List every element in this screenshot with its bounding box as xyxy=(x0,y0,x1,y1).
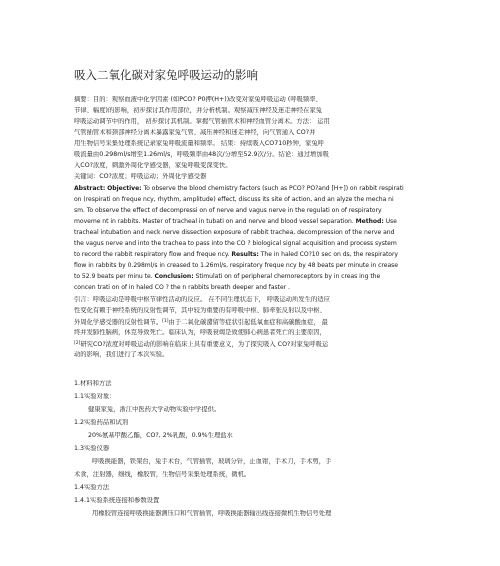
intro-text: 由于二氧化碳潴留等症状引起低氧血症和高碳酸血症， 最 xyxy=(168,319,328,326)
subsection-heading: 1.3实验仪器 xyxy=(74,445,110,452)
objective-label: Objective: xyxy=(107,185,142,192)
subsection-heading: 1.1实验对象： xyxy=(74,393,116,400)
document-title: 吸入二氧化碳对家兔呼吸运动的影响 xyxy=(74,68,258,82)
abstract-en-line: the vagus nerve and into the trachea to pass into the CO ? biological signal acquisition and process system xyxy=(74,240,397,247)
abstract-cn-line: 节律、幅度)的影响，初步探讨其作用部位，并分析机制。观察减压神经及迷走神经在家兔 xyxy=(74,107,323,114)
section-heading: 1.材料和方法 xyxy=(74,380,112,387)
subsection-heading: 1.2实验药品和试剂 xyxy=(74,419,129,426)
intro-line xyxy=(74,318,454,327)
objective-text: To observe the blood chemistry factors (such as PCO? PO?and [H+]) on rabbit respirati xyxy=(141,185,404,192)
conclusion-text: Stimulati on of peripheral chemoreceptors by in creas ing the xyxy=(193,273,381,280)
intro-line xyxy=(74,340,454,349)
methods-text: 健康家兔，浙江中医药大学动物实验中学提供。 xyxy=(88,406,221,413)
abstract-cn-line: 用生物信号采集处理系统记录家兔呼吸流量和频率。 结果：持续吸入CO710秒钟，家兔呼 xyxy=(74,140,325,147)
conclusion-label: Conclusion: xyxy=(154,273,194,280)
abstract-label: Abstract: xyxy=(74,185,106,192)
abstract-en-text: to 52.9 beats per minu te. xyxy=(74,273,155,280)
methods-text: 20%氨基甲酸乙酯，CO?, 2%乳酸，0.9%生理盐水 xyxy=(88,432,233,439)
methods-text: 呼吸换能器，铁架台，兔手术台，气管插管，玻璃分针，止血钳，手术刀，手术剪，手 xyxy=(92,458,332,465)
subsection-heading: 1.4.1实验系统连接和参数设置 xyxy=(74,497,160,504)
abstract-en-line xyxy=(74,185,454,193)
abstract-cn-line: 吸流量由0.298ml/s增至1.26ml/s，呼吸频率由48次/分增至52.9次/分。结论：通过增加吸 xyxy=(74,151,329,158)
subsection-heading: 1.4实验方法 xyxy=(74,484,110,491)
intro-line: 动的影响，我们进行了本次实验。 xyxy=(74,351,169,358)
abstract-en-line xyxy=(74,273,454,281)
abstract-en-line: on (respirati on freque ncy, rhythm, amplitude) effect, discuss its site of action, and an alyze the mecha ni xyxy=(74,196,394,203)
intro-line: 引言：呼吸运动是呼吸中枢节律性活动的反应。 在不同生理状态下， 呼吸运动所发生的适应 xyxy=(74,296,330,303)
abstract-cn-line: 入CO?浓度，刺激外周化学感受器，家兔呼吸变深变快。 xyxy=(74,162,232,169)
abstract-en-line xyxy=(74,218,454,226)
reference-marker: [1] xyxy=(162,319,169,324)
abstract-en-line xyxy=(74,251,454,259)
methods-text: 术食，注射器，细线，橡胶管，生物信号采集处理系统，微机。 xyxy=(74,471,251,478)
keywords-line: 关键词：CO?浓度；呼吸运动；外周化学感受器 xyxy=(74,173,207,180)
intro-line: 性变化有赖于神经系统的反射性调节，其中较为重要的有呼吸中枢、肺牵张反射以及中枢、 xyxy=(74,307,326,314)
abstract-cn-line: 气管插管术和颈部神经分离术暴露家兔气管、减压神经和迷走神经，向气管通入 CO?并 xyxy=(74,129,316,136)
abstract-en-text: moveme nt in rabbits. Master of tracheal in tubati on and nerve and blood vessel separation. xyxy=(74,218,356,225)
abstract-en-line: flow in rabbits by 0.298ml/s in creased to 1.26ml/s, respiratory freque ncy by 48 beats per minute in crease xyxy=(74,262,398,269)
results-text: The in haled CO?10 sec on ds, the respiratory xyxy=(258,251,398,258)
intro-line: 终并发肺性脑病，休克导致死亡。临床认为，呼吸衰竭是致使肺心病患者死亡的主要原因， xyxy=(74,329,326,336)
abstract-en-line: sm. To observe the effect of decompressi on of nerve and vagus nerve in the regulati on of respiratory xyxy=(74,207,382,214)
abstract-cn-line: 摘要：目的：观察血液中化学因素 (如PCO? P0押(H+))改变对家兔呼吸运动 (呼吸频率、 xyxy=(74,96,322,103)
method-text: Use xyxy=(383,218,397,225)
method-label: Method: xyxy=(355,218,384,225)
abstract-en-line: concen trati on of in haled CO ? the n rabbits breath deeper and faster . xyxy=(74,284,290,291)
abstract-en-line: tracheal intubation and neck nerve dissection exposure of rabbit trachea, decompression of the nerve and xyxy=(74,229,395,236)
abstract-en-text: to record the rabbit respiratory flow and freque ncy. xyxy=(74,251,232,258)
reference-marker: [2] xyxy=(74,341,81,346)
intro-text: 研究CO?浓度对呼吸运动的影响在临床上具有重要意义，为了探究吸入 CO?对家兔呼吸运 xyxy=(80,341,329,348)
results-label: Results: xyxy=(231,251,259,258)
abstract-cn-line: 呼吸运动调节中的作用， 初步探讨其机制。掌握气管插管术和神经血管分离术。方法： 运用 xyxy=(74,118,330,125)
methods-text: 用橡胶管连接呼吸换能器测压口和气管插管，呼吸换能器输出线连接微机生物信号处理 xyxy=(92,510,332,517)
intro-text: 外周化学感受器的反射性调节。 xyxy=(74,319,163,326)
